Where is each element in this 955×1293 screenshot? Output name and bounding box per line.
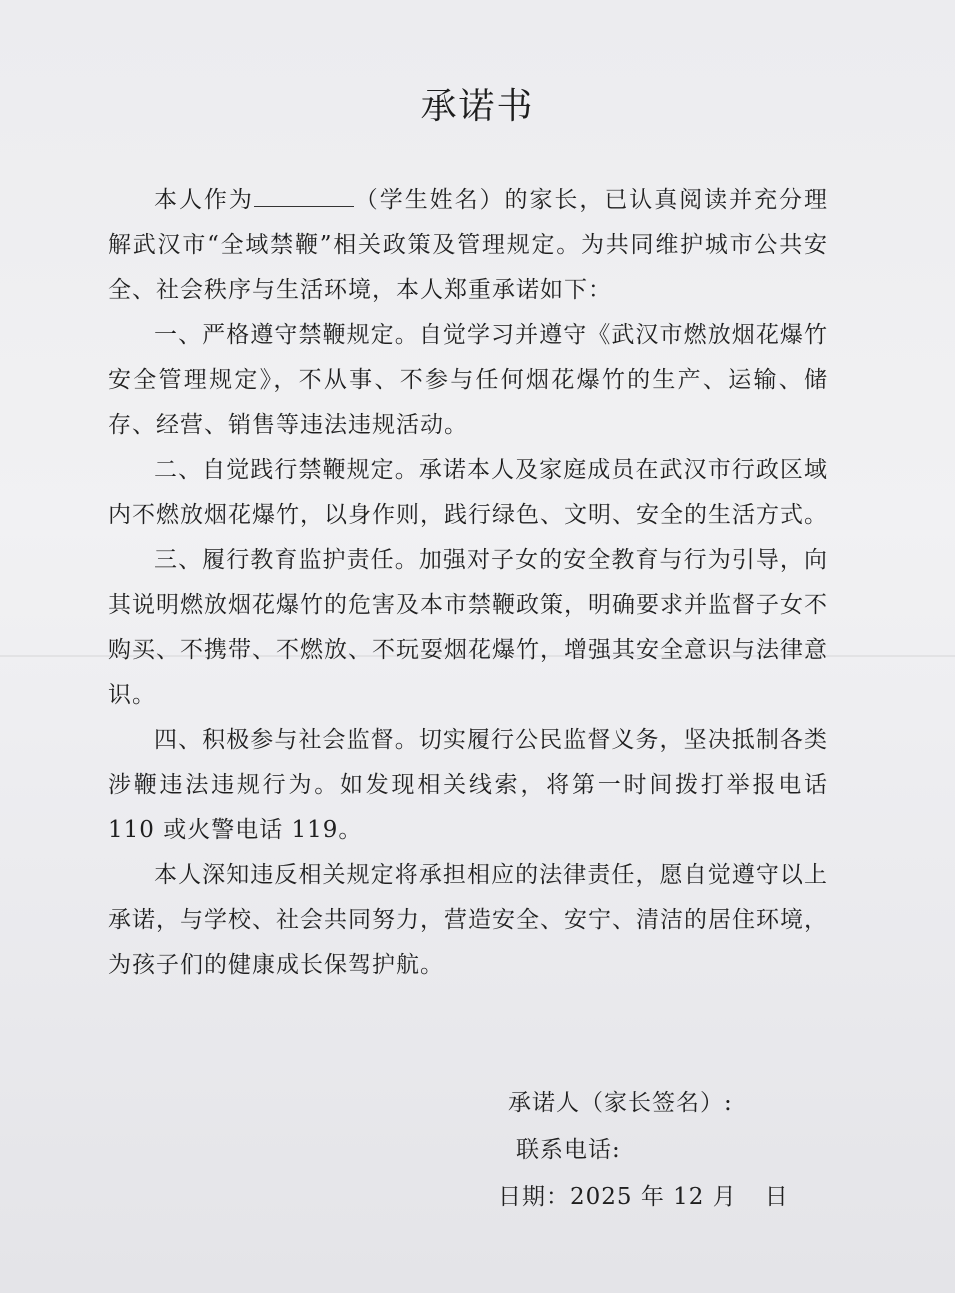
signer-label: 承诺人（家长签名）: [508, 1090, 733, 1116]
date-line [498, 1174, 789, 1221]
document-body [108, 178, 828, 988]
intro-paragraph [108, 178, 828, 313]
closing-paragraph: 本人深知违反相关规定将承担相应的法律责任，愿自觉遵守以上承诺，与学校、社会共同努力，营造安全、安宁、清洁的居住环境，为孩子们的健康成长保驾护航。 [108, 862, 828, 978]
intro-text-before: 本人作为 [154, 187, 254, 213]
date-prefix: 日期：2025 年 12 月 [498, 1184, 737, 1210]
commitment-item-2: 二、自觉践行禁鞭规定。承诺本人及家庭成员在武汉市行政区域内不燃放烟花爆竹，以身作则，践行绿色、文明、安全的生活方式。 [108, 457, 828, 528]
intro-text-after: （学生姓名）的家长，已认真阅读并充分理解武汉市“全域禁鞭”相关政策及管理规定。为共同维护城市公共安全、社会秩序与生活环境，本人郑重承诺如下： [108, 187, 829, 303]
commitment-item-3: 三、履行教育监护责任。加强对子女的安全教育与行为引导，向其说明燃放烟花爆竹的危害及本市禁鞭政策，明确要求并监督子女不购买、不携带、不燃放、不玩耍烟花爆竹，增强其安全意识与法律意识。 [108, 547, 828, 708]
document-title: 承诺书 [420, 86, 535, 127]
student-name-blank[interactable] [254, 184, 354, 207]
phone-label: 联系电话: [516, 1137, 621, 1163]
commitment-item-4: 四、积极参与社会监督。切实履行公民监督义务，坚决抵制各类涉鞭违法违规行为。如发现相关线索，将第一时间拨打举报电话 110 或火警电话 119。 [108, 727, 828, 843]
signature-block [498, 1080, 789, 1221]
commitment-item-1: 一、严格遵守禁鞭规定。自觉学习并遵守《武汉市燃放烟花爆竹安全管理规定》，不从事、不参与任何烟花爆竹的生产、运输、储存、经营、销售等违法违规活动。 [108, 322, 828, 438]
date-suffix: 日 [764, 1184, 789, 1210]
